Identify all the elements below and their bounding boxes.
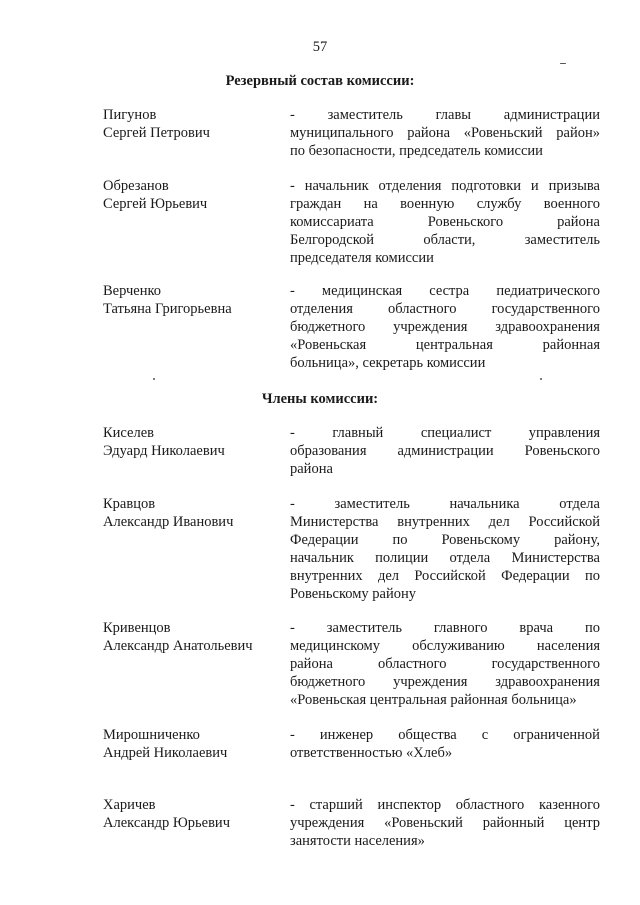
person-name (103, 619, 283, 655)
role-line: бюджетного учреждения здравоохранения (290, 319, 600, 335)
scan-speck (560, 63, 566, 64)
person-surname: Мирошниченко (103, 727, 200, 743)
role-line: муниципального района «Ровеньский район» (290, 125, 600, 141)
role-line: отделения областного государственного (290, 301, 600, 317)
person-given-name: Андрей Николаевич (103, 745, 228, 761)
person-role (290, 726, 600, 762)
scan-speck (153, 378, 155, 380)
role-line: граждан на военную службу военного (290, 196, 600, 212)
page-number: 57 (312, 39, 328, 55)
role-line: внутренних дел Российской Федерации по (290, 568, 600, 584)
person-surname: Верченко (103, 283, 162, 299)
person-given-name: Сергей Петрович (103, 125, 210, 141)
role-line: медицинскому обслуживанию населения (290, 638, 600, 654)
role-line: - заместитель главного врача по (290, 620, 600, 636)
person-surname: Киселев (103, 425, 154, 441)
person-name (103, 177, 283, 213)
person-given-name: Александр Юрьевич (103, 815, 230, 831)
person-name (103, 282, 283, 318)
role-line: учреждения «Ровеньский районный центр (290, 815, 600, 831)
person-given-name: Эдуард Николаевич (103, 443, 225, 459)
person-role (290, 424, 600, 478)
role-line: - заместитель начальника отдела (290, 496, 600, 512)
role-line: «Ровеньская центральная районная (290, 337, 600, 353)
role-line: начальник полиции отдела Министерства (290, 550, 600, 566)
role-line: «Ровеньская центральная районная больница» (290, 692, 577, 708)
role-line: бюджетного учреждения здравоохранения (290, 674, 600, 690)
role-line: больница», секретарь комиссии (290, 355, 486, 371)
role-line: - главный специалист управления (290, 425, 600, 441)
person-given-name: Александр Анатольевич (103, 638, 253, 654)
role-line: Ровеньскому району (290, 586, 416, 602)
person-name (103, 106, 283, 142)
role-line: по безопасности, председатель комиссии (290, 143, 543, 159)
role-line: района (290, 461, 333, 477)
role-line: образования администрации Ровеньского (290, 443, 600, 459)
person-given-name: Сергей Юрьевич (103, 196, 208, 212)
person-name (103, 495, 283, 531)
person-given-name: Татьяна Григорьевна (103, 301, 232, 317)
person-role (290, 796, 600, 850)
person-role (290, 619, 600, 709)
person-name (103, 796, 283, 832)
role-line: Министерства внутренних дел Российской (290, 514, 600, 530)
person-surname: Кривенцов (103, 620, 171, 636)
role-line: Белгородской области, заместитель (290, 232, 600, 248)
person-given-name: Александр Иванович (103, 514, 234, 530)
person-role (290, 495, 600, 603)
scan-speck (540, 378, 542, 380)
section-title-reserve: Резервный состав комиссии: (225, 73, 415, 89)
person-surname: Кравцов (103, 496, 156, 512)
role-line: занятости населения» (290, 833, 425, 849)
person-name (103, 424, 283, 460)
person-surname: Пигунов (103, 107, 157, 123)
role-line: комиссариата Ровеньского района (290, 214, 600, 230)
role-line: - старший инспектор областного казенного (290, 797, 600, 813)
role-line: Федерации по Ровеньскому району, (290, 532, 600, 548)
person-surname: Харичев (103, 797, 156, 813)
role-line: - медицинская сестра педиатрического (290, 283, 600, 299)
person-role (290, 177, 600, 267)
role-line: - инженер общества с ограниченной (290, 727, 600, 743)
person-role (290, 106, 600, 160)
section-title-members: Члены комиссии: (261, 391, 379, 407)
role-line: ответственностью «Хлеб» (290, 745, 453, 761)
role-line: - заместитель главы администрации (290, 107, 600, 123)
role-line: - начальник отделения подготовки и призыва (290, 178, 600, 194)
person-name (103, 726, 283, 762)
role-line: председателя комиссии (290, 250, 434, 266)
role-line: района областного государственного (290, 656, 600, 672)
person-role (290, 282, 600, 372)
person-surname: Обрезанов (103, 178, 169, 194)
